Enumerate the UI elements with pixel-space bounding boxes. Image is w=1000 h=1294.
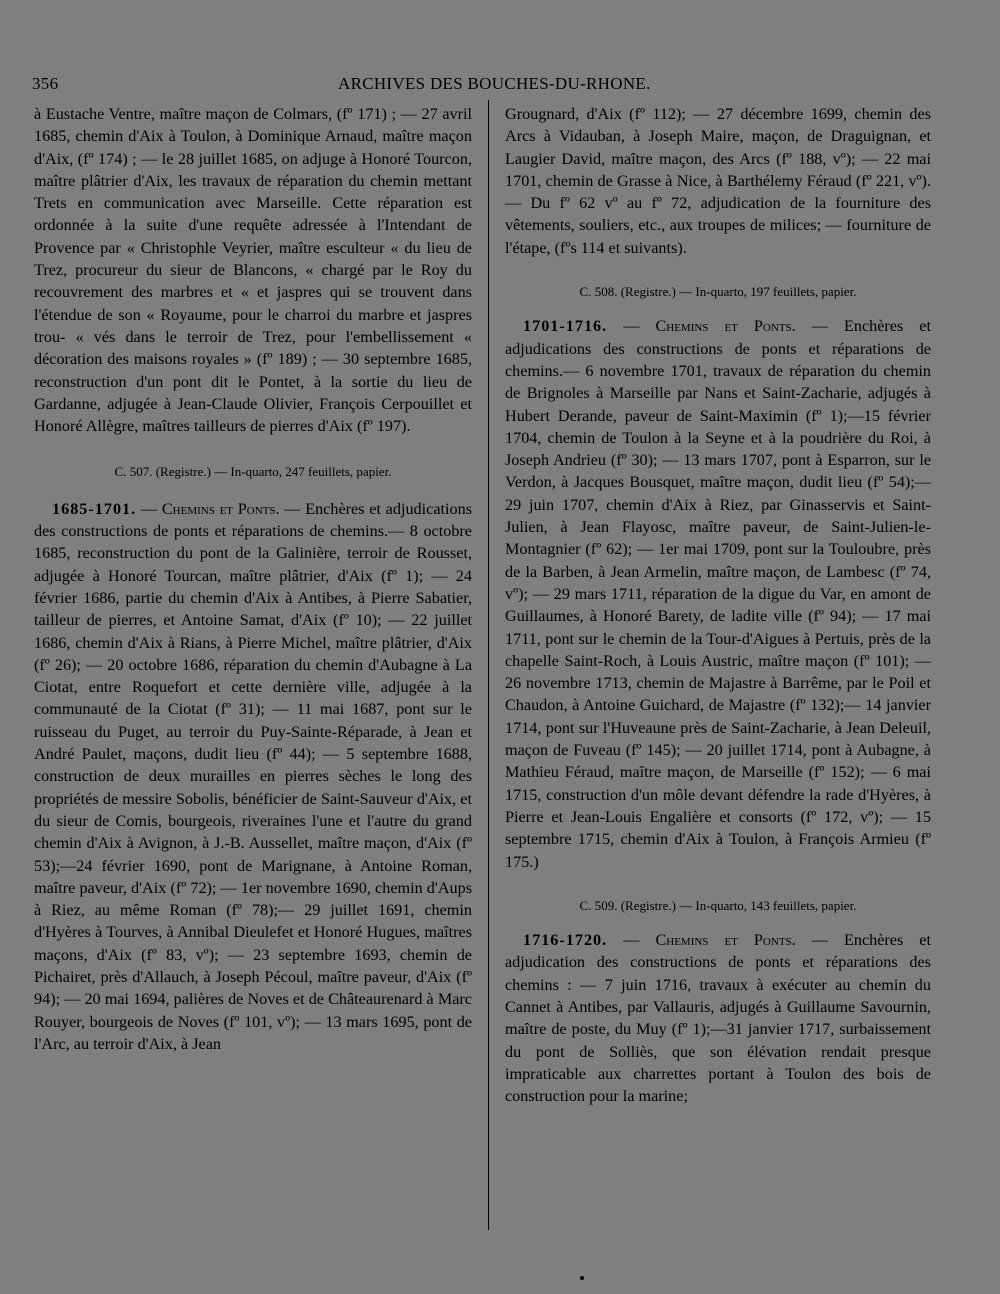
catalog-entry: C. 507. (Registre.) — In-quarto, 247 feuillets, papier. [114,464,392,480]
entry-date: 1716-1720. [523,931,608,950]
running-title: ARCHIVES DES BOUCHES-DU-RHONE. [338,74,651,93]
entry-date: 1701-1716. [523,317,608,336]
entry-body: — Enchères et adjudications des constructions de ponts et réparations de chemins.— 8 octobre 1685, reconstruction du pont de la Galinière, terroir de Rousset, adjugée à Honoré Tourcan, maître plâtrier, d'Aix (fº 1); — 24 février 1686, partie du chemin d'Aix à Antibes, à Pierre Sabatier, tailleur de pierres, et Antoine Samat, d'Aix (fº 10); — 22 juillet 1686, chemin d'Aix à Rians, à Pierre Michel, maître plâtrier, d'Aix (fº 26); — 20 octobre 1686, réparation du chemin d'Aubagne à La Ciotat, entre Roquefort et cette dernière ville, adjugée à la communauté de la Ciotat (fº 31); — 11 mai 1687, pont sur le ruisseau du Puget, au terroir du Puy-Sainte-Réparade, à Jean et André Paulet, maçons, dudit lieu (fº 44); — 5 septembre 1688, construction de deux murailles en pierres sèches le long des propriétés de messire Sobolis, bénéficier de Saint-Sauveur d'Aix, et du sieur de Comis, bourgeois, riveraines l'une et l'autre du grand chemin d'Aix à Avignon, à J.-B. Aussellet, maître maçon, d'Aix (fº 53);—24 février 1690, pont de Marignane, à Antoine Roman, maître paveur, d'Aix (fº 72); — 1er novembre 1690, chemin d'Aups à Riez, au même Roman (fº 78);— 29 juillet 1691, chemin d'Hyères à Tourves, à Annibal Dieulefet et Honoré Hugues, maîtres maçons, d'Aix (fº 83, vº); — 23 septembre 1693, chemin de Pichairet, près d'Allauch, à Joseph Pécoul, maître paveur, d'Aix (fº 94); — 20 mai 1694, palières de Noves et de Châteaurenard à Marc Rouyer, bourgeois de Noves (fº 101, vº); — 13 mars 1695, pont de l'Arc, au terroir d'Aix, à Jean [34,499,472,1053]
entry-date: 1685-1701. [52,499,137,518]
entry-subject: Chemins et Ponts. [161,499,280,518]
column-divider [488,100,489,1230]
entry-paragraph: 1716-1720. — Chemins et Ponts. — Enchères et adjudication des constructions de ponts et réparations des chemins : — 7 juin 1716, travaux à exécuter au chemin du Cannet à Antibes, par Vallauris, adjugés à Guillaume Savournin, maître de poste, du Muy (fº 1);—31 janvier 1717, surbaissement du pont de Solliès, que son élévation rendait presque impraticable aux charrettes portant à Toulon des bois de construction pour la marine; [505,931,931,1106]
entry-body: — Enchères et adjudication des constructions de ponts et réparations des chemins : — 7 juin 1716, travaux à exécuter au chemin du Cannet à Antibes, par Vallauris, adjugés à Guillaume Savournin, maître de poste, du Muy (fº 1);—31 janvier 1717, surbaissement du pont de Solliès, que son élévation rendait presque impraticable aux charrettes portant à Toulon des bois de construction pour la marine; [505,931,931,1106]
catalog-entry: C. 508. (Registre.) — In-quarto, 197 feuillets, papier. [579,284,857,300]
page-header [32,74,660,98]
entry-subject: Chemins et Ponts. [655,931,796,950]
catalog-entry: C. 509. (Registre.) — In-quarto, 143 feuillets, papier. [579,897,857,913]
right-column [505,103,931,1107]
entry-paragraph: 1685-1701. — Chemins et Ponts. — Enchères et adjudications des constructions de ponts et réparations de chemins.— 8 octobre 1685, reconstruction du pont de la Galinière, terroir de Rousset, adjugée à Honoré Tourcan, maître plâtrier, d'Aix (fº 1); — 24 février 1686, partie du chemin d'Aix à Antibes, à Pierre Sabatier, tailleur de pierres, et Antoine Samat, d'Aix (fº 10); — 22 juillet 1686, chemin d'Aix à Rians, à Pierre Michel, maître plâtrier, d'Aix (fº 26); — 20 octobre 1686, réparation du chemin d'Aubagne à La Ciotat, entre Roquefort et cette dernière ville, adjugée à la communauté de la Ciotat (fº 31); — 11 mai 1687, pont sur le ruisseau du Puget, au terroir du Puy-Sainte-Réparade, à Jean et André Paulet, maçons, dudit lieu (fº 44); — 5 septembre 1688, construction de deux murailles en pierres sèches le long des propriétés de messire Sobolis, bénéficier de Saint-Sauveur d'Aix, et du sieur de Comis, bourgeois, riveraines l'une et l'autre du grand chemin d'Aix à Avignon, à J.-B. Aussellet, maître maçon, d'Aix (fº 53);—24 février 1690, pont de Marignane, à Antoine Roman, maître paveur, d'Aix (fº 72); — 1er novembre 1690, chemin d'Aups à Riez, au même Roman (fº 78);— 29 juillet 1691, chemin d'Hyères à Tourves, à Annibal Dieulefet et Honoré Hugues, maîtres maçons, d'Aix (fº 83, vº); — 23 septembre 1693, chemin de Pichairet, près d'Allauch, à Joseph Pécoul, maître paveur, d'Aix (fº 94); — 20 mai 1694, palières de Noves et de Châteaurenard à Marc Rouyer, bourgeois de Noves (fº 101, vº); — 13 mars 1695, pont de l'Arc, au terroir d'Aix, à Jean [34,499,472,1053]
page-mark [580,1276,584,1280]
continuation-paragraph: à Eustache Ventre, maître maçon de Colmars, (fº 171) ; — 27 avril 1685, chemin d'Aix à Toulon, à Dominique Arnaud, maître maçon d'Aix, (fº 174) ; — le 28 juillet 1685, on adjuge à Honoré Tourcon, maître plâtrier d'Aix, les travaux de réparation du chemin mettant Trets en communication avec Marseille. Cette réparation est ordonnée à la suite d'une requête adressée à l'Intendant de Provence par « Christophle Veyrier, maître esculteur « du lieu de Trez, procureur du sieur de Blancons, « chargé par le Roy du recouvrement des marbres et « et jaspres qui se trouvent dans l'étendue de son « Royaume, pour le charroi du marbre et jaspres trou- « vés dans le terroir de Trez, pour l'embellissement « décoration des maisons royales » (fº 189) ; — 30 septembre 1685, reconstruction d'un pont dit le Pontet, à la sortie du lieu de Gardanne, adjugée à Jean-Claude Olivier, François Cerpouillet et Honoré Allègre, maîtres tailleurs de pierres d'Aix (fº 197). [34,105,472,436]
continuation-paragraph: Grougnard, d'Aix (fº 112); — 27 décembre 1699, chemin des Arcs à Vidauban, à Joseph Maire, maçon, de Draguignan, et Laugier David, maître maçon, des Arcs (fº 188, vº); — 22 mai 1701, chemin de Grasse à Nice, à Barthélemy Féraud (fº 221, vº). — Du fº 62 vº au fº 72, adjudication de la fourniture des vêtements, souliers, etc., aux troupes de milices; — fourniture de l'étape, (fºs 114 et suivants). [505,105,931,257]
entry-paragraph: 1701-1716. — Chemins et Ponts. — Enchères et adjudications des constructions de ponts et réparations de chemins.— 6 novembre 1701, travaux de réparation du chemin de Brignoles à Marseille par Nans et Saint-Zacharie, adjugés à Hubert Derande, paveur de Saint-Maximin (fº 1);—15 février 1704, chemin de Toulon à la Seyne et à la poudrière du Roi, à Joseph Andrieu (fº 30); — 13 mars 1707, pont à Esparron, sur le Verdon, à Jacques Bousquet, maître maçon, dudit lieu (fº 54);— 29 juin 1707, chemin d'Aix à Riez, par Ginasservis et Saint-Julien, à Jean Flayosc, maître paveur, de Saint-Julien-le-Montagnier (fº 62); — 1er mai 1709, pont sur la Touloubre, près de la Barben, à Jean Armelin, maître maçon, de Lambesc (fº 74, vº); — 29 mars 1711, réparation de la digue du Var, en amont de Guillaumes, à Honoré Barety, de ladite ville (fº 94); — 17 mai 1711, pont sur le chemin de la Tour-d'Aigues à Pertuis, près de la chapelle Saint-Roch, à Louis Austric, maître maçon (fº 101); — 26 novembre 1713, chemin de Majastre à Barrême, par le Poil et Chaudon, à Antoine Guichard, de Majastre (fº 132);— 14 janvier 1714, pont sur l'Huveaune près de Saint-Zacharie, à Jean Deleuil, maçon de Fuveau (fº 145); — 20 juillet 1714, pont à Aubagne, à Mathieu Féraud, maître maçon, de Marseille (fº 152); — 6 mai 1715, construction d'un môle devant défendre la rade d'Hyères, à Pierre et Jean-Louis Engalière et consorts (fº 172, vº); — 15 septembre 1715, chemin d'Aix à Toulon, à François Armieu (fº 175.) [505,317,931,871]
page-number: 356 [32,74,59,93]
left-column [34,103,472,1055]
entry-subject: Chemins et Ponts. [655,317,796,336]
entry-body: — Enchères et adjudications des constructions de ponts et réparations de chemins.— 6 novembre 1701, travaux de réparation du chemin de Brignoles à Marseille par Nans et Saint-Zacharie, adjugés à Hubert Derande, paveur de Saint-Maximin (fº 1);—15 février 1704, chemin de Toulon à la Seyne et à la poudrière du Roi, à Joseph Andrieu (fº 30); — 13 mars 1707, pont à Esparron, sur le Verdon, à Jacques Bousquet, maître maçon, dudit lieu (fº 54);— 29 juin 1707, chemin d'Aix à Riez, par Ginasservis et Saint-Julien, à Jean Flayosc, maître paveur, de Saint-Julien-le-Montagnier (fº 62); — 1er mai 1709, pont sur la Touloubre, près de la Barben, à Jean Armelin, maître maçon, de Lambesc (fº 74, vº); — 29 mars 1711, réparation de la digue du Var, en amont de Guillaumes, à Honoré Barety, de ladite ville (fº 94); — 17 mai 1711, pont sur le chemin de la Tour-d'Aigues à Pertuis, près de la chapelle Saint-Roch, à Louis Austric, maître maçon (fº 101); — 26 novembre 1713, chemin de Majastre à Barrême, par le Poil et Chaudon, à Antoine Guichard, de Majastre (fº 132);— 14 janvier 1714, pont sur l'Huveaune près de Saint-Zacharie, à Jean Deleuil, maçon de Fuveau (fº 145); — 20 juillet 1714, pont à Aubagne, à Mathieu Féraud, maître maçon, de Marseille (fº 152); — 6 mai 1715, construction d'un môle devant défendre la rade d'Hyères, à Pierre et Jean-Louis Engalière et consorts (fº 172, vº); — 15 septembre 1715, chemin d'Aix à Toulon, à François Armieu (fº 175.) [505,317,931,871]
